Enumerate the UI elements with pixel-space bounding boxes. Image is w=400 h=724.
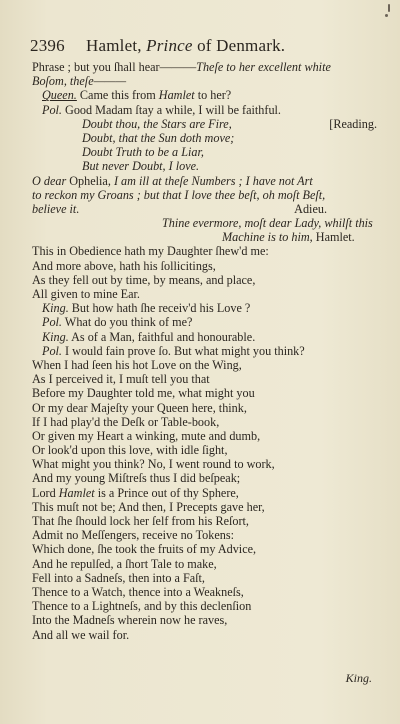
verse-text: Or my dear Majeſty your Queen here, think, xyxy=(32,400,247,415)
text-line xyxy=(32,330,377,344)
verse-line xyxy=(32,372,377,386)
line-text: As of a Man, faithful and honourable. xyxy=(68,329,256,344)
line-text: Came this from xyxy=(76,88,159,103)
title-part: Hamlet, xyxy=(86,36,147,55)
verse-line xyxy=(32,457,377,471)
verse-text: Admit no Meſſengers, receive no Tokens: xyxy=(32,528,234,543)
verse-line xyxy=(32,401,377,415)
verse-line xyxy=(32,259,377,273)
name-italic: Hamlet xyxy=(158,88,195,103)
verse-line xyxy=(32,443,377,457)
verse-line xyxy=(32,599,377,613)
verse-line xyxy=(32,471,377,485)
line-text: But how hath ſhe receiv'd his Love ? xyxy=(68,301,251,316)
letter-text: moſt dear Lady, xyxy=(244,216,325,231)
verse-line xyxy=(32,557,377,571)
verse-text: Lord xyxy=(32,485,59,500)
verse-text: And he repulſed, a ſhort Tale to make, xyxy=(32,556,217,571)
verse-text: Thence to a Watch, thence into a Weakneſs, xyxy=(32,584,244,599)
letter-line xyxy=(32,188,377,202)
title-italic: Prince xyxy=(146,36,193,55)
letter-text: I am ill at theſe Numbers ; I have not Art xyxy=(113,173,313,188)
verse-line xyxy=(32,159,377,173)
verse-line xyxy=(32,613,377,627)
title-part: Denmark. xyxy=(216,36,286,55)
speaker-name: King. xyxy=(42,329,69,344)
verse-text: Doubt, that the Sun doth move; xyxy=(82,130,235,145)
verse-text: If I had play'd the Deſk or Table-book, xyxy=(32,414,220,429)
verse-line xyxy=(32,131,377,145)
verse-text: As I perceived it, I muſt tell you that xyxy=(32,372,210,387)
letter-address: Theſe to her excellent white xyxy=(196,60,331,74)
verse-line xyxy=(32,429,377,443)
verse-text: Or given my Heart a winking, mute and dumb, xyxy=(32,428,261,443)
verse-line xyxy=(32,628,377,642)
speaker-name: Pol. xyxy=(42,343,62,358)
verse-line xyxy=(32,542,377,556)
letter-line xyxy=(32,216,377,230)
letter-text: believe it. xyxy=(32,201,80,216)
text-line xyxy=(32,103,377,117)
speaker-name: Pol. xyxy=(42,102,62,117)
name-italic: Hamlet xyxy=(58,485,95,500)
verse-text: Into the Madneſs wherein now he raves, xyxy=(32,613,228,628)
verse-text: But never Doubt, I love. xyxy=(82,159,200,174)
verse-text: And my young Miſtreſs thus I did beſpeak; xyxy=(32,471,241,486)
letter-text: Thine evermore, xyxy=(162,216,245,231)
running-header xyxy=(30,36,375,56)
verse-text: Doubt Truth to be a Liar, xyxy=(82,145,204,160)
letter-line xyxy=(32,174,377,188)
verse-line xyxy=(32,358,377,372)
verse-text: Which done, ſhe took the fruits of my Advice, xyxy=(32,542,257,557)
verse-line xyxy=(32,386,377,400)
verse-line xyxy=(32,273,377,287)
line-text: Good Madam ſtay a while, I will be faithful. xyxy=(61,102,281,117)
verse-line xyxy=(32,514,377,528)
text-line xyxy=(32,88,377,102)
verse-line xyxy=(32,244,377,258)
letter-text: to reckon my Groans ; but that I love thee beſt, oh moſt Beſt, xyxy=(32,187,326,202)
letter-text: whilſt this xyxy=(324,216,373,231)
verse-text: Or look'd upon this love, with idle ſight, xyxy=(32,443,228,458)
letter-text: Machine is to him, xyxy=(222,230,316,245)
catchword: King. xyxy=(345,671,372,685)
letter-line xyxy=(32,202,377,216)
verse-text: is a Prince out of thy Sphere, xyxy=(94,485,239,500)
verse-text: This in Obedience hath my Daughter ſhew'd me: xyxy=(32,244,269,259)
verse-line xyxy=(32,287,377,301)
verse-text: And more above, hath his ſollicitings, xyxy=(32,258,216,273)
verse-text: When I had ſeen his hot Love on the Wing, xyxy=(32,357,242,372)
paper-speck xyxy=(388,4,390,12)
title-part: of xyxy=(192,36,217,55)
verse-text: Before my Daughter told me, what might you xyxy=(32,386,255,401)
verse-text: As they fell out by time, by means, and place, xyxy=(32,272,256,287)
text-block xyxy=(32,60,377,642)
verse-text: This muſt not be; And then, I Precepts gave her, xyxy=(32,499,265,514)
line-text: to her? xyxy=(194,88,232,103)
verse-text: Doubt thou, the Stars are Fire, xyxy=(82,116,232,131)
verse-line xyxy=(32,117,377,131)
paper-speck xyxy=(385,14,388,17)
letter-address: Boſom, theſe——— xyxy=(32,74,127,89)
line-text: I would fain prove ſo. But what might you think? xyxy=(61,343,305,358)
line-text: Phrase ; but you ſhall hear——— xyxy=(32,60,197,74)
speaker-name: King. xyxy=(42,301,69,316)
speaker-name: Pol. xyxy=(42,315,62,330)
running-title xyxy=(86,36,285,56)
verse-text: What might you think? No, I went round to work, xyxy=(32,457,275,472)
text-line xyxy=(32,344,377,358)
line-text: What do you think of me? xyxy=(61,315,193,330)
verse-line xyxy=(32,500,377,514)
verse-line xyxy=(32,486,377,500)
page-number: 2396 xyxy=(30,36,65,55)
stage-direction: [Reading. xyxy=(329,116,377,131)
verse-text: Thence to a Lightneſs, and by this declenſion xyxy=(32,599,252,614)
letter-text: O dear xyxy=(32,173,70,188)
verse-line xyxy=(32,571,377,585)
name-roman: Ophelia, xyxy=(69,173,114,188)
text-line xyxy=(32,74,377,88)
signature-name: Hamlet. xyxy=(315,230,355,245)
letter-signature xyxy=(32,230,377,244)
verse-text: That ſhe ſhould lock her ſelf from his Reſort, xyxy=(32,514,249,528)
verse-text: And all we wail for. xyxy=(32,627,130,642)
verse-text: Fell into a Sadneſs, then into a Faſt, xyxy=(32,570,205,585)
verse-line xyxy=(32,415,377,429)
text-line xyxy=(32,315,377,329)
speaker-name: Queen. xyxy=(42,88,77,103)
letter-adieu: Adieu. xyxy=(294,201,327,216)
verse-text: All given to mine Ear. xyxy=(32,287,140,301)
verse-line xyxy=(32,145,377,159)
text-line xyxy=(32,60,377,74)
text-line xyxy=(32,301,377,315)
verse-line xyxy=(32,528,377,542)
verse-line xyxy=(32,585,377,599)
